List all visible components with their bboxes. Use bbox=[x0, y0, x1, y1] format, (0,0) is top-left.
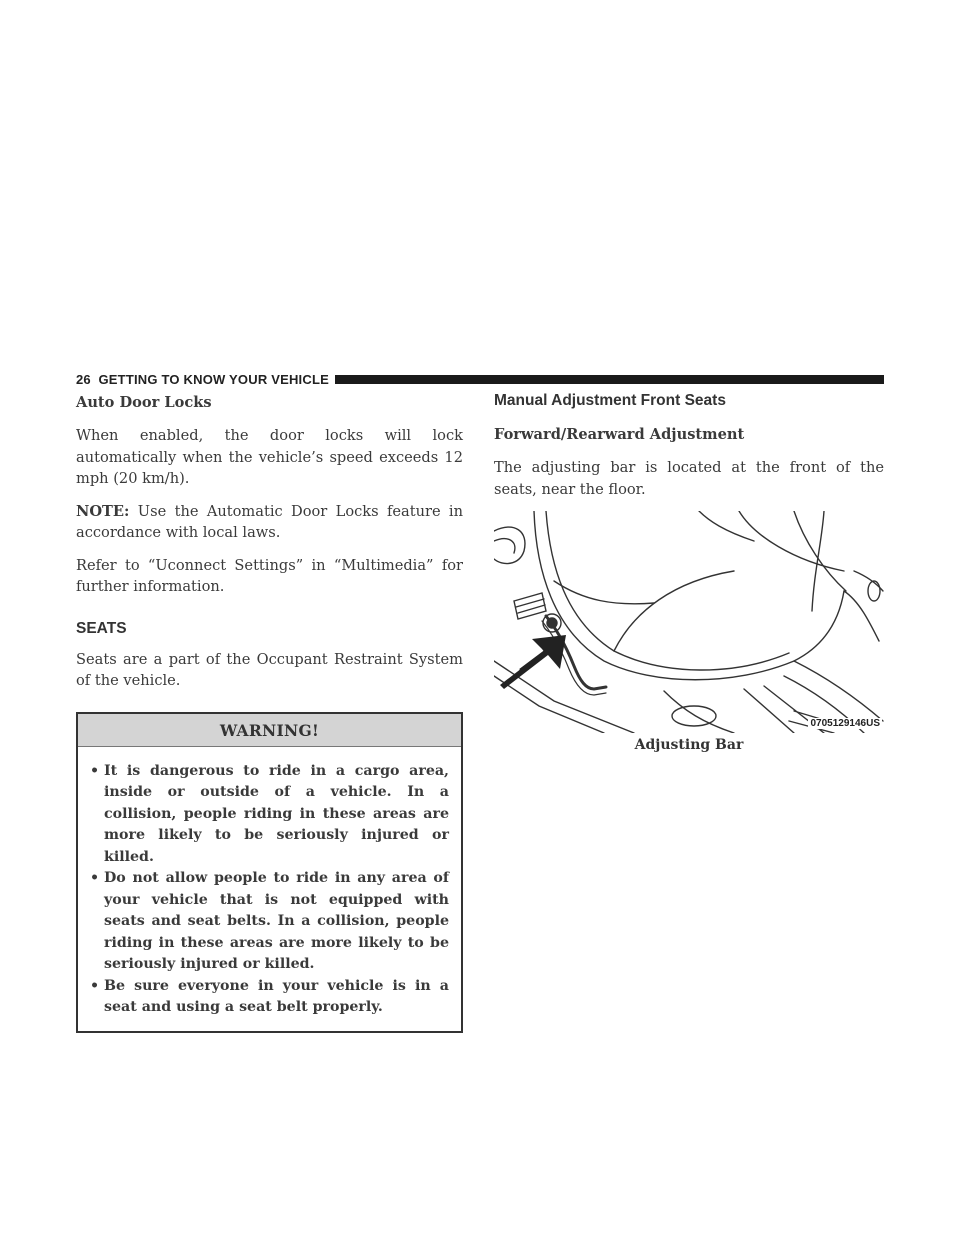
note-text: Use the Automatic Door Locks feature in accordance with local laws. bbox=[76, 502, 464, 541]
seat-illustration bbox=[494, 511, 884, 733]
auto-door-locks-text: When enabled, the door locks will lock automatically when the vehicle’s speed exceeds 12 mph (20 km/h). bbox=[76, 427, 463, 487]
warning-list bbox=[78, 747, 461, 1031]
left-column bbox=[76, 392, 463, 1033]
header-rule bbox=[335, 375, 884, 384]
forward-rearward-text: The adjusting bar is located at the front of the seats, near the floor. bbox=[494, 459, 884, 498]
warning-item bbox=[88, 976, 449, 1019]
warning-title: WARNING! bbox=[78, 714, 461, 747]
page-header bbox=[76, 369, 884, 389]
warning-item-text: Be sure everyone in your vehicle is in a seat and using a seat belt properly. bbox=[104, 977, 449, 1015]
note-paragraph bbox=[76, 501, 463, 544]
bullet-icon: • bbox=[90, 977, 100, 994]
right-column bbox=[494, 392, 884, 753]
forward-rearward-heading: Forward/Rearward Adjustment bbox=[494, 426, 745, 443]
note-label: NOTE: bbox=[76, 502, 130, 520]
refer-paragraph: Refer to “Uconnect Settings” in “Multimedia” for further information. bbox=[76, 556, 463, 595]
section-title: GETTING TO KNOW YOUR VEHICLE bbox=[98, 371, 329, 387]
bullet-icon: • bbox=[90, 762, 100, 779]
page-number: 26 bbox=[76, 371, 91, 387]
warning-item-text: It is dangerous to ride in a cargo area, inside or outside of a vehicle. In a collision, people riding in these areas are more likely to be seriously injured or killed. bbox=[104, 762, 449, 865]
bullet-icon: • bbox=[90, 870, 100, 886]
seats-text: Seats are a part of the Occupant Restraint System of the vehicle. bbox=[76, 650, 463, 689]
warning-item bbox=[88, 761, 449, 869]
figure-code: 0705129146US bbox=[810, 718, 880, 729]
page-header-text bbox=[76, 372, 329, 387]
warning-item-text: Do not allow people to ride in any area of your vehicle that is not equipped with seats and seat belts. In a collision, people riding in these areas are more likely to be seriously injured or killed. bbox=[104, 870, 449, 972]
seat-line-drawing bbox=[494, 511, 884, 733]
manual-adjustment-heading: Manual Adjustment Front Seats bbox=[494, 392, 726, 409]
seats-heading: SEATS bbox=[76, 619, 127, 637]
warning-item bbox=[88, 868, 449, 976]
warning-box bbox=[76, 712, 463, 1033]
pointer-arrow-icon bbox=[500, 635, 566, 689]
figure-caption: Adjusting Bar bbox=[634, 737, 744, 753]
auto-door-locks-heading: Auto Door Locks bbox=[76, 394, 212, 411]
